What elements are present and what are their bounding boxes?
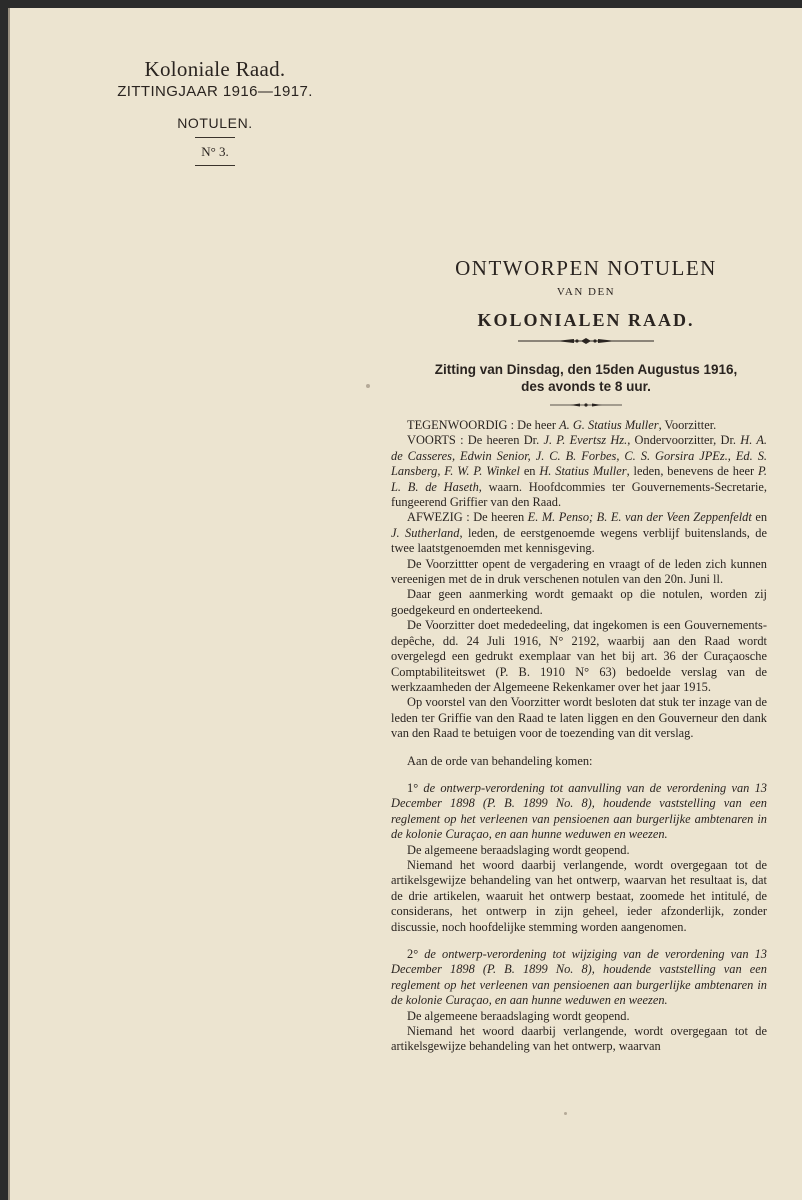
attendance-present: TEGENWOORDIG : De heer A. G. Statius Muller, Voorzitter.: [407, 418, 717, 432]
divider: [195, 165, 235, 166]
margin-mark: [564, 1112, 567, 1115]
document-number: N° 3.: [201, 144, 229, 159]
document-header: [80, 56, 350, 171]
paragraph: De algemeene beraadslaging wordt geopend.: [407, 842, 630, 857]
agenda-item-2: 2° de ontwerp-verordening tot wijziging van de verordening van 13 December 1898 (P. B. 1899 No. 8), houdende vaststelling van een reglement op het verleenen van pensioenen aan burgerlijke ambtenaren in de kolonie Curaçao, en aan hunne weduwen en weezen.: [391, 947, 767, 1008]
heading-line-3: KOLONIALEN RAAD.: [477, 310, 695, 330]
paragraph: Niemand het woord daarbij verlangende, wordt overgegaan tot de artikelsgewijze behandeling van het ontwerp, waarvan het resultaat is, dat de drie artikelen, waaruit het ontwerp bestaat, zoomede het intitulé, de considerans, het ontwerp in zijn geheel, ieder afzonderlijk, zonder discussie, noch hoofdelijke stemming worden aangenomen.: [391, 857, 767, 934]
heading-line-1: ONTWORPEN NOTULEN: [455, 256, 717, 280]
agenda-intro: Aan de orde van behandeling komen:: [407, 753, 593, 768]
paragraph: De algemeene beraadslaging wordt geopend.: [407, 1008, 630, 1023]
session-info: [398, 361, 774, 395]
attendance-absent: AFWEZIG : De heeren E. M. Penso; B. E. van der Veen Zeppenfeldt en J. Sutherland, leden, de eerstgenoemde wegens verblijf buitenslands, de twee laatstgenoemden met kennisgeving.: [391, 510, 768, 556]
session-time: des avonds te 8 uur.: [521, 379, 651, 394]
ornament-rule-small: [548, 401, 624, 409]
heading-line-2: VAN DEN: [556, 286, 616, 298]
margin-mark: [366, 384, 370, 388]
council-title: Koloniale Raad.: [144, 57, 286, 81]
paragraph: Op voorstel van den Voorzitter wordt besloten dat stuk ter inzage van de leden ter Griffie van den Raad te laten liggen en den Gouverneur den dank van den Raad te betuigen voor de toezending van dit verslag.: [391, 695, 767, 741]
paragraph: Daar geen aanmerking wordt gemaakt op die notulen, worden zij goedgekeurd en onderteekend.: [391, 587, 767, 617]
minutes-body: [391, 418, 767, 1055]
section-label: NOTULEN.: [177, 115, 253, 131]
ornament-rule: [516, 337, 656, 345]
page-edge: [8, 8, 10, 1200]
paragraph: Niemand het woord daarbij verlangende, wordt overgegaan tot de artikelsgewijze behandeling van het ontwerp, waarvan: [391, 1024, 767, 1054]
attendance-also: VOORTS : De heeren Dr. J. P. Evertsz Hz., Ondervoorzitter, Dr. H. A. de Casseres, Edwin Senior, J. C. B. Forbes, C. S. Gorsira JPEz., Ed. S. Lansberg, F. W. P. Winkel en H. Statius Muller, leden, benevens de heer P. L. B. de Haseth, waarn. Hoofdcommies ter Gouvernements-Secretarie, fungeerend Griffier van den Raad.: [391, 433, 768, 510]
session-year: ZITTINGJAAR 1916—1917.: [117, 83, 313, 100]
main-heading: [398, 255, 774, 409]
agenda-item-1: 1° de ontwerp-verordening tot aanvulling van de verordening van 13 December 1898 (P. B. 1899 No. 8), houdende vaststelling van een reglement op het verleenen van pensioenen aan burgerlijke ambtenaren in de kolonie Curaçao, en aan hunne weduwen en weezen.: [391, 780, 768, 842]
divider: [195, 137, 235, 138]
document-page: [8, 8, 802, 1200]
paragraph: De Voorzittter opent de vergadering en vraagt of de leden zich kunnen vereenigen met de in druk verschenen notulen van den 20n. Juni ll.: [391, 556, 767, 587]
session-date: Zitting van Dinsdag, den 15den Augustus 1916,: [434, 362, 738, 377]
paragraph: De Voorzitter doet mededeeling, dat ingekomen is een Gouvernements-depêche, dd. 24 Juli 1916, N° 2192, waarbij aan den Raad wordt overgelegd een gedrukt exemplaar van het bij art. 36 der Curaçaosche Comptabiliteitswet (P. B. 1910 N° 63) bedoelde verslag van de werkzaamheden der Algemeene Rekenkamer over het jaar 1915.: [391, 618, 767, 694]
